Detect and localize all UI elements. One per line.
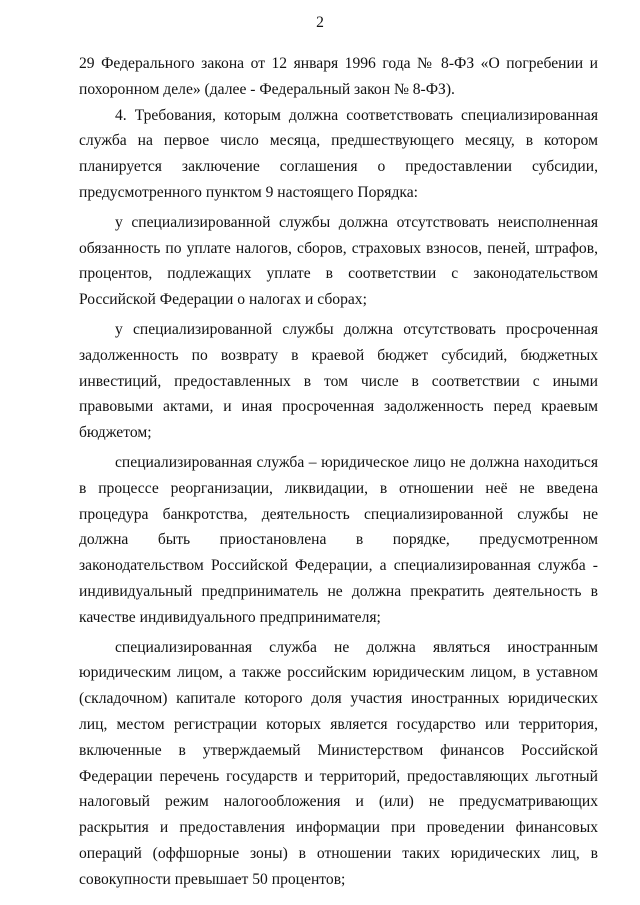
paragraph-continuation: 29 Федерального закона от 12 января 1996 года № 8-ФЗ «О погребении и похоронном деле» (далее - Федеральный закон № 8-ФЗ). xyxy=(79,55,598,98)
paragraph-overdue-debt: у специализированной службы должна отсутствовать просроченная задолженность по возврату в краевой бюджет субсидий, бюджетных инвестиций, предоставленных в том числе в соответствии с иными правовыми актами, и иная просроченная задолженность перед краевым бюджетом; xyxy=(79,320,598,442)
paragraph-item-4: 4. Требования, которым должна соответствовать специализированная служба на первое число месяца, предшествующего месяцу, в котором планируется заключение соглашения о предоставлении субсидии, предусмотренного пунктом 9 настоящего Порядка: xyxy=(79,106,598,201)
page-number: 2 xyxy=(316,14,324,31)
paragraph-tax-obligations: у специализированной службы должна отсутствовать неисполненная обязанность по уплате налогов, сборов, страховых взносов, пеней, штрафов, процентов, подлежащих уплате в соответствии с законодательством Российской Федерации о налогах и сборах; xyxy=(79,213,598,309)
paragraph-foreign-entity: специализированная служба не должна являться иностранным юридическим лицом, а также российским юридическим лицом, в уставном (складочном) капитале которого доля участия иностранных юридических лиц, местом регистрации которых является государство или территория, включенные в утверждаемый Министерством финансов Российской Федерации перечень государств и территорий, предоставляющих льготный налоговый режим налогообложения и (или) не предусматривающих раскрытия и предоставления информации при проведении финансовых операций (оффшорные зоны) в отношении таких юридических лиц, в совокупности превышает 50 процентов; xyxy=(79,638,598,888)
paragraph-reorganization: специализированная служба – юридическое лицо не должна находиться в процессе реорганизации, ликвидации, в отношении неё не введена процедура банкротства, деятельность специализированной службы не должна быть приостановлена в порядке, предусмотренном законодательством Российской Федерации, а специализированная служба - индивидуальный предприниматель не должна прекратить деятельность в качестве индивидуального предпринимателя; xyxy=(79,453,598,626)
document-body xyxy=(79,51,598,893)
